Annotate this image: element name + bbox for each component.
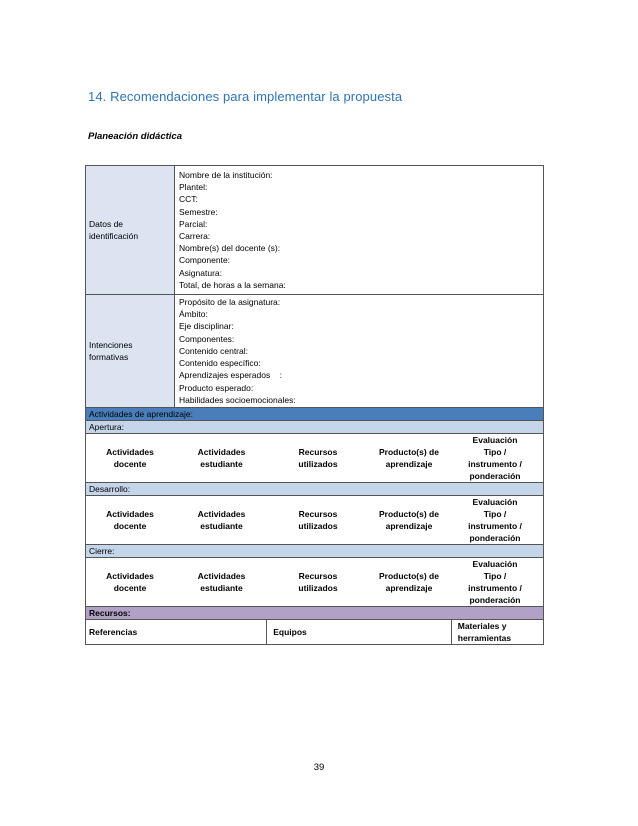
intentions-label-line: formativas	[89, 352, 129, 362]
field-institution[interactable]: Nombre de la institución:	[179, 169, 273, 180]
phase-label-development: Desarrollo:	[86, 483, 544, 496]
col-text: aprendizaje	[385, 459, 433, 469]
intentions-label	[86, 295, 175, 408]
identification-fields	[175, 166, 544, 295]
field-subject[interactable]: Asignatura:	[179, 267, 222, 278]
col-text: Evaluación	[472, 559, 518, 569]
col-resources-used	[269, 434, 367, 482]
col-student-activities	[174, 434, 269, 482]
col-evaluation	[451, 558, 539, 606]
section-heading: 14. Recomendaciones para implementar la propuesta	[88, 89, 403, 104]
col-text: estudiante	[200, 583, 243, 593]
col-teacher-activities	[86, 558, 174, 606]
col-text: aprendizaje	[385, 521, 433, 531]
field-cct[interactable]: CCT:	[179, 194, 198, 205]
field-expected-learning[interactable]: Aprendizajes esperados :	[179, 370, 283, 381]
field-central-content[interactable]: Contenido central:	[179, 345, 248, 356]
field-hours[interactable]: Total, de horas a la semana:	[179, 279, 286, 290]
col-text: instrumento /	[468, 521, 522, 531]
intentions-fields	[175, 295, 544, 408]
col-text: Producto(s) de	[379, 509, 439, 519]
field-career[interactable]: Carrera:	[179, 231, 211, 241]
columns-row-development	[86, 496, 544, 545]
col-text: aprendizaje	[385, 583, 433, 593]
field-socioemotional[interactable]: Habilidades socioemocionales:	[179, 394, 296, 405]
col-text: utilizados	[298, 583, 338, 593]
resources-header: Recursos:	[86, 607, 544, 620]
col-text: Producto(s) de	[379, 447, 439, 457]
subsection-heading: Planeación didáctica	[88, 131, 182, 142]
resources-header-row	[86, 607, 544, 620]
field-partial[interactable]: Parcial:	[179, 218, 208, 229]
materials-cell[interactable]: Materiales y herramientas	[451, 620, 543, 645]
col-text: Evaluación	[472, 497, 518, 507]
col-text: docente	[113, 521, 147, 531]
columns-row-closing	[86, 558, 544, 607]
intentions-label-line: Intenciones	[89, 340, 133, 350]
col-resources-used	[269, 496, 367, 544]
col-text: utilizados	[298, 459, 338, 469]
intentions-row	[86, 295, 544, 408]
identification-label-line: identificación	[89, 231, 139, 241]
col-text: Tipo /	[483, 509, 507, 519]
col-text: instrumento /	[468, 583, 522, 593]
phase-row-development	[86, 483, 544, 496]
field-axis[interactable]: Eje disciplinar:	[179, 321, 234, 332]
field-specific-content[interactable]: Contenido específico:	[179, 358, 261, 369]
col-text: ponderación	[469, 533, 521, 543]
phase-label-closing: Cierre:	[86, 545, 544, 558]
field-semester[interactable]: Semestre:	[179, 206, 218, 217]
col-evaluation	[451, 496, 539, 544]
col-text: Tipo /	[483, 571, 507, 581]
col-products	[367, 496, 451, 544]
columns-cell	[86, 558, 544, 607]
col-text: estudiante	[200, 521, 243, 531]
col-text: Actividades	[197, 447, 246, 457]
col-student-activities	[174, 496, 269, 544]
identification-row	[86, 166, 544, 295]
resources-row	[86, 620, 544, 645]
phase-label-opening: Apertura:	[86, 421, 544, 434]
phase-row-opening	[86, 421, 544, 434]
col-text: Tipo /	[483, 447, 507, 457]
col-text: docente	[113, 583, 147, 593]
col-text: Actividades	[106, 509, 154, 519]
col-student-activities	[174, 558, 269, 606]
col-text: Recursos	[298, 571, 338, 581]
col-text: docente	[113, 459, 147, 469]
col-text: Actividades	[197, 509, 246, 519]
col-text: Evaluación	[472, 435, 518, 445]
phase-row-closing	[86, 545, 544, 558]
equipment-cell[interactable]: Equipos	[267, 620, 452, 645]
columns-row-opening	[86, 434, 544, 483]
col-text: Recursos	[298, 509, 338, 519]
columns-cell	[86, 434, 544, 483]
field-expected-product[interactable]: Producto esperado:	[179, 382, 254, 393]
field-components[interactable]: Componentes:	[179, 333, 235, 344]
col-text: utilizados	[298, 521, 338, 531]
col-text: Actividades	[106, 447, 154, 457]
activities-header-row	[86, 408, 544, 421]
col-text: Actividades	[106, 571, 154, 581]
field-campus[interactable]: Plantel:	[179, 182, 208, 193]
field-scope[interactable]: Ámbito:	[179, 309, 208, 320]
field-component[interactable]: Componente:	[179, 255, 231, 266]
field-teacher[interactable]: Nombre(s) del docente (s):	[179, 243, 281, 254]
identification-label	[86, 166, 175, 295]
col-text: Actividades	[197, 571, 246, 581]
col-text: estudiante	[200, 459, 243, 469]
col-products	[367, 434, 451, 482]
col-text: ponderación	[469, 471, 521, 481]
planning-form	[85, 165, 544, 645]
page-number: 39	[313, 762, 325, 773]
activities-header: Actividades de aprendizaje:	[86, 408, 544, 421]
planning-table	[85, 165, 544, 645]
col-text: ponderación	[469, 595, 521, 605]
col-text: Producto(s) de	[379, 571, 439, 581]
col-teacher-activities	[86, 434, 174, 482]
field-purpose[interactable]: Propósito de la asignatura:	[179, 297, 281, 308]
columns-cell	[86, 496, 544, 545]
col-evaluation	[451, 434, 539, 482]
col-text: instrumento /	[468, 459, 522, 469]
col-products	[367, 558, 451, 606]
identification-label-line: Datos de	[89, 219, 124, 229]
col-resources-used	[269, 558, 367, 606]
references-cell[interactable]: Referencias	[86, 620, 267, 645]
col-teacher-activities	[86, 496, 174, 544]
col-text: Recursos	[298, 447, 338, 457]
